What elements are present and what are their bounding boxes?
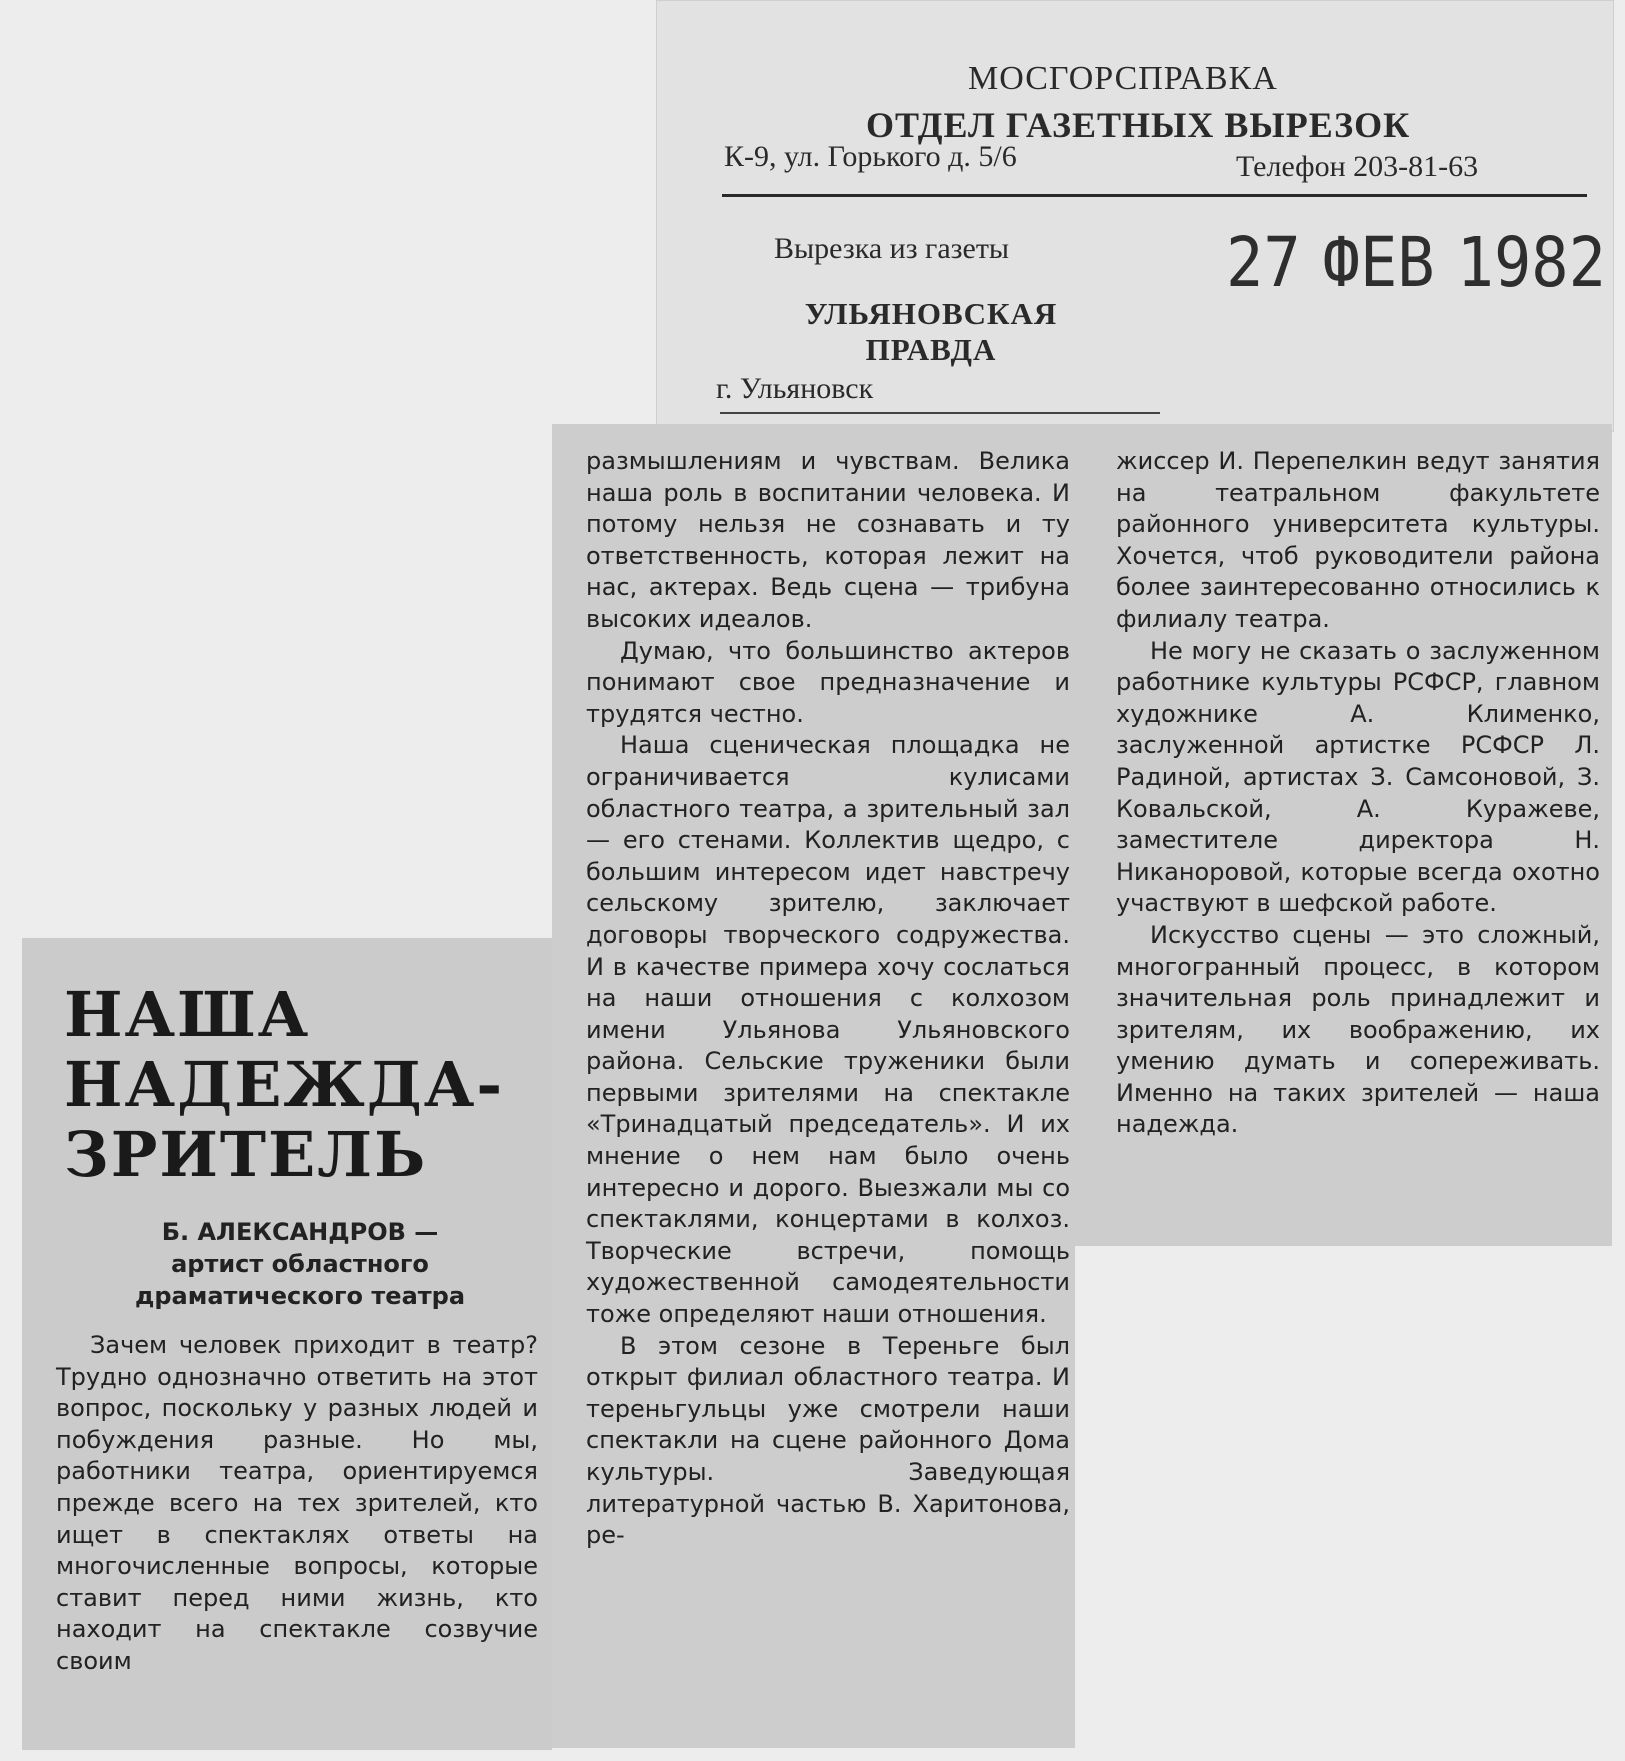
- paragraph: Зачем человек приходит в театр? Трудно однозначно ответить на этот вопрос, поскольку у разных людей и побуждения разные. Но мы, работники театра, ориентируемся прежде всего на тех зрителей, кто ищет в спектаклях ответы на многочисленные вопросы, которые ставит перед ними жизнь, кто находит на спектакле созвучие своим: [56, 1331, 538, 1675]
- headline-line: НАША: [64, 978, 311, 1051]
- clipping-label: Вырезка из газеты: [774, 232, 1010, 265]
- paragraph: Наша сценическая площадка не ограничивается кулисами областного театра, а зрительный зал — его стенами. Коллектив щедро, с большим интересом идет навстречу сельскому зрителю, заключает договоры творческого содружества. И в качестве примера хочу сослаться на наши отношения с колхозом имени Ульянова Ульяновского района. Сельские труженики были первыми зрителями на спектакле «Тринадцатый председатель». И их мнение о нем нам было очень интересно и дорого. Выезжали мы со спектаклями, концертами в колхоз. Творческие встречи, помощь художественной самодеятельности тоже определяют наши отношения.: [586, 731, 1070, 1329]
- article-column-middle: [586, 446, 1070, 1552]
- paragraph: жиссер И. Перепелкин ведут занятия на театральном факультете районного университета культуры. Хочется, чтоб руководители района более заинтересованно относились к филиалу театра.: [1116, 447, 1600, 633]
- header-divider: [722, 194, 1587, 197]
- city-underline: [720, 412, 1160, 414]
- date-stamp: [1226, 222, 1625, 302]
- stamp-day: 27: [1226, 222, 1301, 303]
- paragraph: В этом сезоне в Тереньге был открыт филиал областного театра. И тереньгульцы уже смотрели наши спектакли на сцене районного Дома культуры. Заведующая литературной частью В. Харитонова, ре-: [586, 1331, 1070, 1550]
- clipping-service-header: [656, 0, 1614, 432]
- stamp-month: ФЕВ: [1322, 222, 1435, 303]
- article-column-left: [56, 1330, 538, 1678]
- paragraph: Не могу не сказать о заслуженном работнике культуры РСФСР, главном художнике А. Клименко, заслуженной артистке РСФСР Л. Радиной, артистах З. Самсоновой, З. Ковальской, А. Куражеве, заместителе директора Н. Никаноровой, которые всегда охотно участвуют в шефской работе.: [1116, 636, 1600, 918]
- article-headline: [64, 980, 504, 1190]
- headline-line: НАДЕЖДА-: [64, 1048, 505, 1121]
- stamp-year: 1982: [1456, 222, 1606, 303]
- paragraph: Искусство сцены — это сложный, многогранный процесс, в котором значительная роль принадлежит и зрителям, их воображению, их умению думать и сопереживать. Именно на таких зрителей — наша надежда.: [1116, 920, 1600, 1139]
- city: г. Ульяновск: [716, 372, 874, 405]
- newspaper-name: УЛЬЯНОВСКАЯ ПРАВДА: [804, 296, 1058, 367]
- paragraph: Думаю, что большинство актеров понимают свое предназначение и трудятся честно.: [586, 636, 1070, 728]
- address: К-9, ул. Горького д. 5/6: [724, 140, 1017, 173]
- article-column-right: [1116, 446, 1600, 1141]
- headline-line: ЗРИТЕЛЬ: [64, 1118, 428, 1191]
- department-name: ОТДЕЛ ГАЗЕТНЫХ ВЫРЕЗОК: [866, 105, 1411, 145]
- paragraph: размышлениям и чувствам. Велика наша роль в воспитании человека. И потому нельзя не сознавать и ту ответственность, которая лежит на нас, актерах. Ведь сцена — трибуна высоких идеалов.: [586, 447, 1070, 633]
- author-name: Б. АЛЕКСАНДРОВ —: [161, 1218, 439, 1246]
- phone: Телефон 203-81-63: [1236, 150, 1479, 183]
- author-role: артист областного драматического театра: [134, 1250, 466, 1310]
- article-byline: [80, 1216, 520, 1312]
- org-name: МОСГОРСПРАВКА: [968, 60, 1278, 97]
